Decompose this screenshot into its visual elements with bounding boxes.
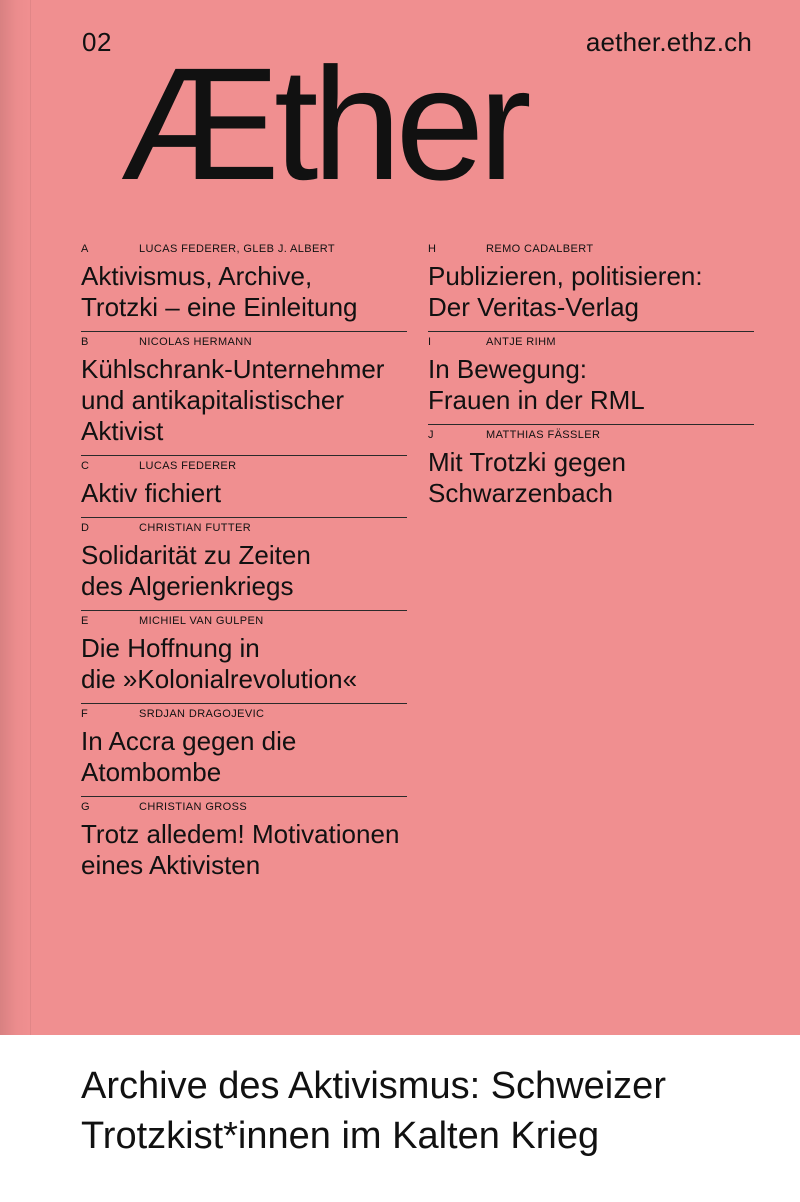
article-title	[81, 354, 407, 455]
article-title	[81, 819, 407, 889]
article-entry-b	[81, 337, 407, 456]
article-meta	[81, 337, 407, 354]
article-letter: J	[428, 429, 434, 441]
article-title	[81, 633, 407, 703]
article-title-line: Solidarität zu Zeiten	[81, 540, 311, 570]
article-title	[81, 261, 407, 331]
article-meta	[81, 709, 407, 726]
article-meta	[428, 337, 754, 354]
article-title-line: Der Veritas-Verlag	[428, 292, 639, 322]
article-letter: E	[81, 615, 89, 627]
article-author: LUCAS FEDERER, GLEB J. ALBERT	[139, 243, 336, 255]
article-entry-i	[428, 337, 754, 425]
cover-subtitle-line: Trotzkist*innen im Kalten Krieg	[81, 1115, 600, 1157]
article-letter: C	[81, 460, 90, 472]
cover-subtitle	[81, 1061, 781, 1161]
article-title-line: Mit Trotzki gegen	[428, 447, 626, 477]
article-entry-c	[81, 461, 407, 518]
article-author: NICOLAS HERMANN	[139, 336, 252, 348]
article-letter: D	[81, 522, 90, 534]
article-meta	[428, 244, 754, 261]
article-letter: G	[81, 801, 90, 813]
article-entry-f	[81, 709, 407, 797]
article-title	[428, 261, 754, 331]
article-entry-a	[81, 244, 407, 332]
article-title-line: In Bewegung:	[428, 354, 588, 384]
article-meta	[428, 430, 754, 447]
article-letter: B	[81, 336, 89, 348]
article-title	[81, 726, 407, 796]
article-title-line: die »Kolonialrevolution«	[81, 664, 358, 694]
issue-number: 02	[82, 27, 112, 57]
article-title-line: eines Aktivisten	[81, 850, 261, 880]
article-meta	[81, 616, 407, 633]
article-author: REMO CADALBERT	[486, 243, 594, 255]
article-author: SRDJAN DRAGOJEVIC	[139, 708, 265, 720]
article-meta	[81, 802, 407, 819]
article-entry-j	[428, 430, 754, 517]
article-author: MATTHIAS FÄSSLER	[486, 429, 601, 441]
contents-column-left	[81, 239, 407, 889]
article-title	[81, 478, 407, 517]
article-title-line: Aktivismus, Archive,	[81, 261, 313, 291]
article-author: CHRISTIAN FUTTER	[139, 522, 252, 534]
article-entry-e	[81, 616, 407, 704]
article-title-line: Die Hoffnung in	[81, 633, 260, 663]
article-title	[81, 540, 407, 610]
article-entry-h	[428, 244, 754, 332]
article-letter: I	[428, 336, 432, 348]
article-title-line: und antikapitalistischer	[81, 385, 345, 415]
article-author: ANTJE RIHM	[486, 336, 556, 348]
magazine-title: Æther	[120, 34, 526, 213]
article-entry-g	[81, 802, 407, 889]
article-title-line: Trotzki – eine Einleitung	[81, 292, 358, 322]
book-spine-line	[30, 0, 31, 1202]
article-letter: A	[81, 243, 89, 255]
article-title	[428, 447, 754, 517]
article-author: LUCAS FEDERER	[139, 460, 237, 472]
article-title-line: Trotz alledem! Motivationen	[81, 819, 400, 849]
article-meta	[81, 523, 407, 540]
article-entry-d	[81, 523, 407, 611]
article-author: CHRISTIAN GROSS	[139, 801, 248, 813]
contents-column-right	[428, 239, 754, 517]
article-title-line: Kühlschrank-Unternehmer	[81, 354, 385, 384]
article-title-line: Aktivist	[81, 416, 164, 446]
article-author: MICHIEL VAN GULPEN	[139, 615, 264, 627]
article-meta	[81, 461, 407, 478]
website-url[interactable]: aether.ethz.ch	[585, 27, 752, 57]
article-meta	[81, 244, 407, 261]
article-title	[428, 354, 754, 424]
article-title-line: Frauen in der RML	[428, 385, 645, 415]
article-title-line: In Accra gegen die	[81, 726, 297, 756]
article-title-line: Schwarzenbach	[428, 478, 613, 508]
article-title-line: Publizieren, politisieren:	[428, 261, 703, 291]
article-title-line: Atombombe	[81, 757, 222, 787]
article-title-line: Aktiv fichiert	[81, 478, 222, 508]
cover-subtitle-line: Archive des Aktivismus: Schweizer	[81, 1065, 666, 1107]
article-title-line: des Algerienkriegs	[81, 571, 294, 601]
article-letter: H	[428, 243, 437, 255]
article-letter: F	[81, 708, 89, 720]
